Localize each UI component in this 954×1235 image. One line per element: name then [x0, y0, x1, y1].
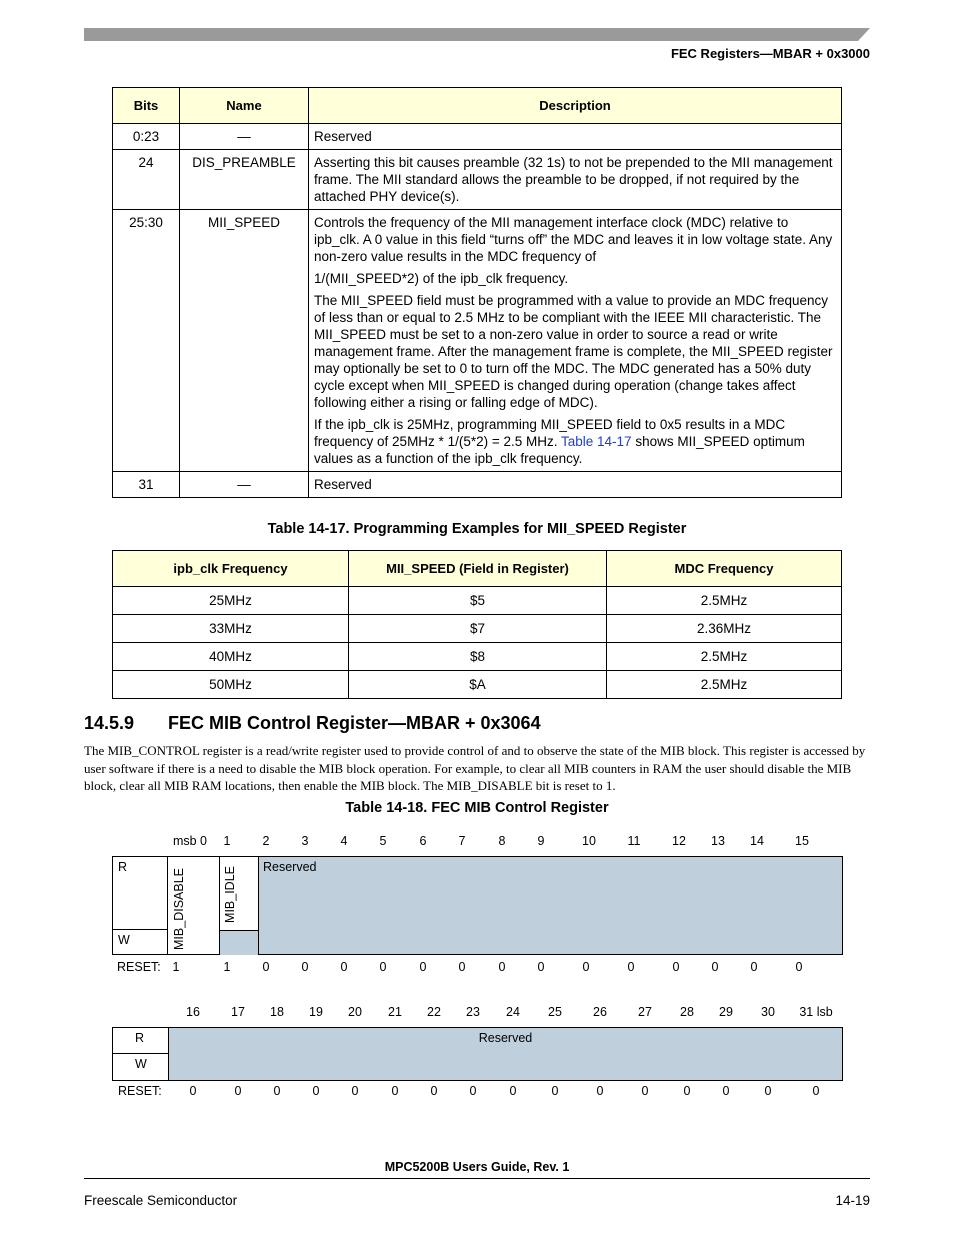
column-header: Name	[180, 88, 309, 124]
reset-value: 0	[596, 1084, 604, 1098]
reset-value: 0	[379, 960, 387, 974]
table-cell: 50MHz	[113, 671, 349, 699]
reserved-label: Reserved	[263, 860, 317, 874]
bit-number: 15	[795, 834, 809, 848]
bits-cell: 24	[113, 150, 180, 210]
bit-number: 14	[750, 834, 764, 848]
description-paragraph	[314, 416, 836, 467]
section-title: FEC MIB Control Register—MBAR + 0x3064	[168, 713, 541, 733]
bit-number: 22	[427, 1005, 441, 1019]
reset-value: 0	[537, 960, 545, 974]
page-number: 14-19	[835, 1193, 870, 1208]
reset-value: 0	[498, 960, 506, 974]
reset-value: 0	[234, 1084, 242, 1098]
rw-divider	[112, 1053, 168, 1054]
write-row-label: W	[135, 1057, 147, 1071]
table-cell: $8	[349, 643, 607, 671]
description-cell	[309, 210, 842, 472]
reset-value: 0	[750, 960, 758, 974]
description-cell: Reserved	[309, 124, 842, 150]
bit-number: 23	[466, 1005, 480, 1019]
bit-number: 28	[680, 1005, 694, 1019]
table-cell: 40MHz	[113, 643, 349, 671]
bit-number: 26	[593, 1005, 607, 1019]
description-cell: Reserved	[309, 472, 842, 498]
table-row	[113, 124, 842, 150]
reset-value: 1	[223, 960, 231, 974]
rw-divider	[112, 929, 167, 930]
bit-number: 21	[388, 1005, 402, 1019]
section-number: 14.5.9	[84, 713, 135, 733]
bit-number: 1	[223, 834, 231, 848]
bit-number: 19	[309, 1005, 323, 1019]
bit-number: 2	[262, 834, 270, 848]
table-cell: 2.5MHz	[607, 587, 842, 615]
bit-number: 13	[711, 834, 725, 848]
reset-value: 0	[189, 1084, 197, 1098]
field-divider	[167, 856, 168, 955]
bit-number: 27	[638, 1005, 652, 1019]
reset-value: 0	[641, 1084, 649, 1098]
name-cell: DIS_PREAMBLE	[180, 150, 309, 210]
bit-number: 11	[627, 834, 641, 848]
bit-number: 20	[348, 1005, 362, 1019]
bit-number: 29	[719, 1005, 733, 1019]
reset-value: 0	[351, 1084, 359, 1098]
reset-value: 0	[301, 960, 309, 974]
bit-number: 24	[506, 1005, 520, 1019]
reset-value: 0	[262, 960, 270, 974]
reset-value: 0	[812, 1084, 820, 1098]
bit-number: 7	[458, 834, 466, 848]
bit-number: 17	[231, 1005, 245, 1019]
table-cell: $5	[349, 587, 607, 615]
description-paragraph: 1/(MII_SPEED*2) of the ipb_clk frequency.	[314, 271, 569, 286]
column-header: Description	[309, 88, 842, 124]
table-row	[113, 150, 842, 210]
bit-number: 16	[186, 1005, 200, 1019]
register-table-title: Table 14-18. FEC MIB Control Register	[345, 800, 609, 816]
description-cell: Asserting this bit causes preamble (32 1s) to not be prepended to the MII management frame. The MII standard allows the preamble to be dropped, if not required by the attached PHY device(s).	[309, 150, 842, 210]
reset-value: 0	[582, 960, 590, 974]
table-cell: 2.36MHz	[607, 615, 842, 643]
table-row	[113, 671, 842, 699]
reset-value: 0	[340, 960, 348, 974]
section-heading	[84, 713, 541, 734]
text-run: shows MII_SPEED optimum values as a function of the ipb_clk frequency.	[314, 434, 805, 466]
reset-value: 0	[722, 1084, 730, 1098]
bits-cell: 0:23	[113, 124, 180, 150]
table-row	[113, 643, 842, 671]
mib-idle-write-reserved	[220, 930, 258, 955]
text-run: If the ipb_clk is 25MHz, programming MII_SPEED field to 0x5 results in a MDC frequency of 25MHz * 1/(5*2) = 2.5 MHz.	[314, 417, 786, 449]
footer-rule	[84, 1178, 870, 1179]
bit-number: msb 0	[172, 834, 208, 848]
footer-company: Freescale Semiconductor	[84, 1193, 238, 1208]
reset-label: RESET:	[117, 960, 161, 974]
bit-number: 8	[498, 834, 506, 848]
reset-value: 0	[551, 1084, 559, 1098]
reset-value: 0	[795, 960, 803, 974]
reset-value: 0	[509, 1084, 517, 1098]
reset-value: 0	[391, 1084, 399, 1098]
bit-number: 30	[761, 1005, 775, 1019]
bit-number: 9	[537, 834, 545, 848]
reset-value: 0	[683, 1084, 691, 1098]
table-title: Table 14-17. Programming Examples for MII_SPEED Register	[267, 521, 687, 537]
reset-value: 0	[312, 1084, 320, 1098]
table-cell: 2.5MHz	[607, 671, 842, 699]
table-row	[113, 472, 842, 498]
write-row-label: W	[118, 933, 130, 947]
table-cell: $A	[349, 671, 607, 699]
header-bar	[84, 28, 870, 41]
column-header: MDC Frequency	[607, 551, 842, 587]
bit-number: 10	[582, 834, 596, 848]
table-cell: $7	[349, 615, 607, 643]
mib-disable-field-label: MIB_DISABLE	[172, 868, 186, 950]
reset-value: 0	[627, 960, 635, 974]
reset-label: RESET:	[118, 1084, 162, 1098]
table-header-row	[113, 88, 842, 124]
bit-number: 3	[301, 834, 309, 848]
reset-value: 0	[469, 1084, 477, 1098]
bit-number: 18	[270, 1005, 284, 1019]
column-header: ipb_clk Frequency	[113, 551, 349, 587]
table-reference-link[interactable]: Table 14-17	[561, 434, 632, 449]
reset-value: 0	[458, 960, 466, 974]
reserved-field	[259, 857, 842, 954]
table-row	[113, 615, 842, 643]
bit-number: 5	[379, 834, 387, 848]
footer-title: MPC5200B Users Guide, Rev. 1	[384, 1160, 570, 1174]
bit-number: 12	[672, 834, 686, 848]
bits-cell: 25:30	[113, 210, 180, 472]
reset-value: 0	[430, 1084, 438, 1098]
description-paragraph: Controls the frequency of the MII management interface clock (MDC) relative to ipb_clk. A 0 value in this field “turns off” the MDC and leaves it in low voltage state. Any non-zero value results in the MDC frequency of	[314, 215, 833, 264]
running-header: FEC Registers—MBAR + 0x3000	[670, 46, 870, 61]
mii-speed-examples-table	[112, 550, 842, 699]
name-cell: MII_SPEED	[180, 210, 309, 472]
reset-value: 1	[172, 960, 180, 974]
bit-number: 4	[340, 834, 348, 848]
name-cell: —	[180, 124, 309, 150]
section-body: The MIB_CONTROL register is a read/write register used to provide control of and to observe the state of the MIB block. This register is accessed by user software if there is a need to disable the MIB block operation. For example, to clear all MIB counters in RAM the user should disable the MIB block, clear all MIB RAM locations, then enable the MIB block. The MIB_DISABLE bit is reset to 1.	[84, 743, 866, 793]
read-row-label: R	[135, 1031, 145, 1045]
table-cell: 33MHz	[113, 615, 349, 643]
reset-value: 0	[672, 960, 680, 974]
reset-value: 0	[764, 1084, 772, 1098]
table-header-row	[113, 551, 842, 587]
table-row	[113, 587, 842, 615]
reserved-label: Reserved	[478, 1031, 533, 1045]
table-cell: 2.5MHz	[607, 643, 842, 671]
bit-number: 6	[419, 834, 427, 848]
mib-idle-field-label: MIB_IDLE	[223, 866, 237, 923]
description-paragraph: The MII_SPEED field must be programmed with a value to provide an MDC frequency of less than or equal to 2.5 MHz to be compliant with the IEEE MII characteristic. The MII_SPEED must be set to a non-zero value in order to source a read or write management frame. After the management frame is complete, the MII_SPEED register may optionally be set to 0 to turn off the MDC. The MDC generated has a 50% duty cycle except when MII_SPEED is changed during operation (change takes affect following either a rising or falling edge of MDC).	[314, 293, 833, 410]
reset-value: 0	[419, 960, 427, 974]
column-header: MII_SPEED (Field in Register)	[349, 551, 607, 587]
table-cell: 25MHz	[113, 587, 349, 615]
column-header: Bits	[113, 88, 180, 124]
reset-value: 0	[273, 1084, 281, 1098]
read-row-label: R	[118, 860, 128, 874]
bit-description-table	[112, 87, 842, 498]
bit-number: 25	[548, 1005, 562, 1019]
bits-cell: 31	[113, 472, 180, 498]
table-row	[113, 210, 842, 472]
reset-value: 0	[711, 960, 719, 974]
name-cell: —	[180, 472, 309, 498]
bit-number: 31 lsb	[799, 1005, 833, 1019]
